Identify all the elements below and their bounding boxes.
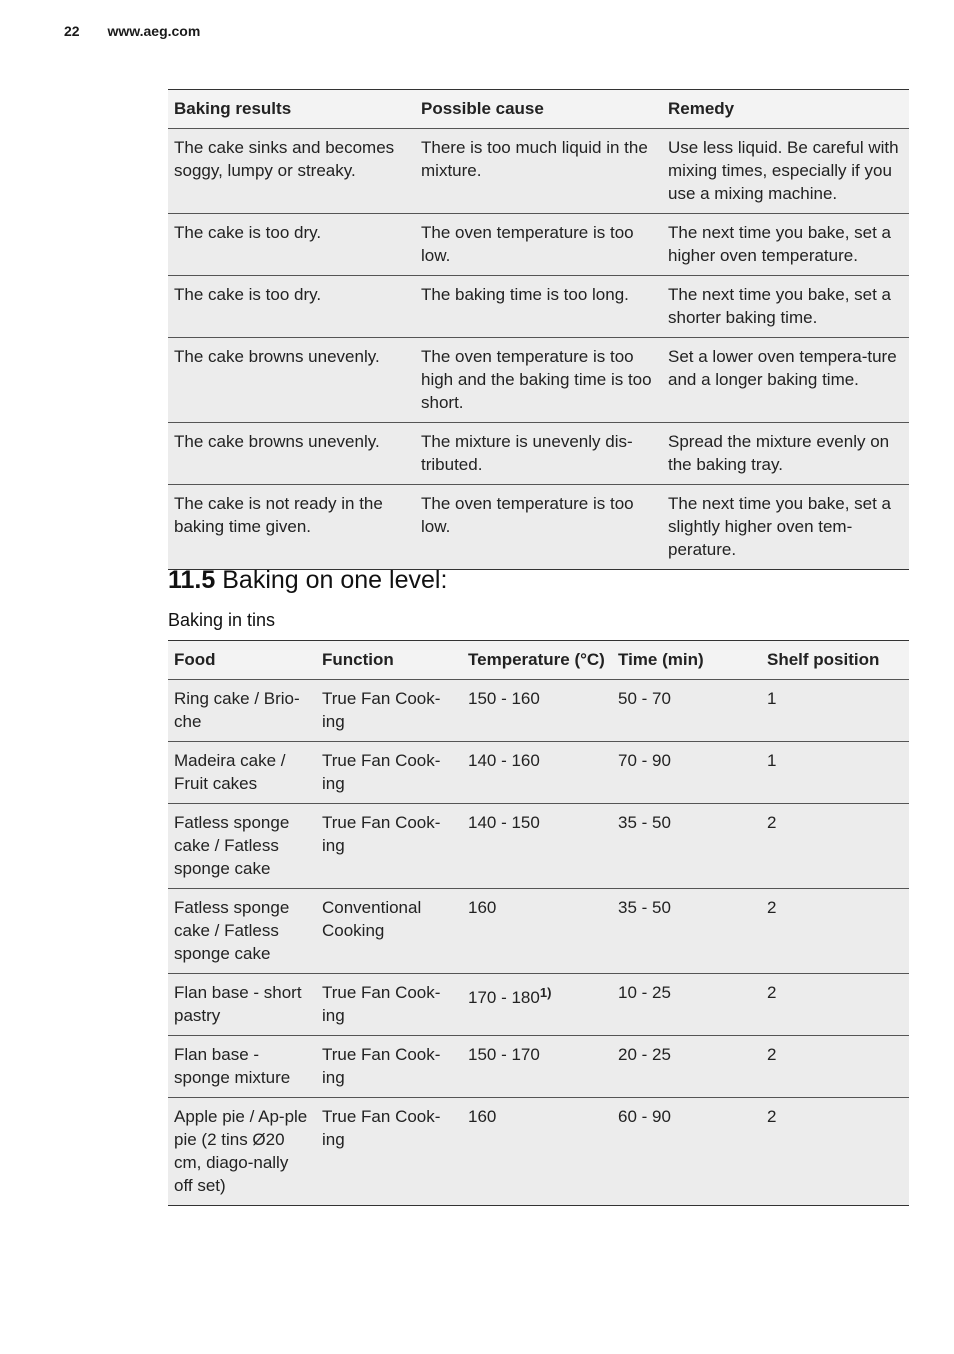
- table-row: [168, 742, 909, 804]
- section-subtitle: Baking in tins: [168, 610, 276, 630]
- table-cell: The next time you bake, set a higher oven temperature.: [668, 223, 892, 265]
- table-row: [168, 889, 909, 974]
- table-cell: The cake is not ready in the baking time given.: [174, 494, 383, 536]
- table-cell: The oven temperature is too low.: [421, 494, 634, 536]
- table-cell: 1: [767, 689, 777, 708]
- troubleshooting-table: [168, 89, 909, 570]
- table-cell: The cake browns unevenly.: [174, 432, 380, 451]
- table-row: [168, 129, 909, 214]
- table-cell: 70 - 90: [618, 751, 671, 770]
- table-cell: 150 - 160: [468, 689, 540, 708]
- table-cell-with-footnote: [462, 974, 612, 1036]
- section-heading: Baking on one level:: [222, 566, 448, 594]
- column-header: Function: [322, 650, 394, 669]
- table-header-row: [168, 641, 909, 680]
- column-header: Food: [174, 650, 216, 669]
- footnote-marker: 1): [539, 985, 552, 1000]
- table-cell: 2: [767, 1045, 777, 1064]
- table-row: [168, 485, 909, 570]
- table-cell: Set a lower oven tempera-ture and a longer baking time.: [668, 347, 897, 389]
- table-cell: The cake sinks and becomes soggy, lumpy or streaky.: [174, 138, 395, 180]
- table-cell: 140 - 150: [468, 813, 540, 832]
- table-cell: 2: [767, 983, 777, 1002]
- table-cell: Fatless sponge cake / Fatless sponge cake: [174, 813, 290, 878]
- table-cell: 2: [767, 1107, 777, 1126]
- table-cell: There is too much liquid in the mixture.: [421, 138, 648, 180]
- table-row: [168, 1036, 909, 1098]
- section-title: [168, 566, 447, 595]
- table-row: [168, 974, 909, 1036]
- table-cell: Fatless sponge cake / Fatless sponge cake: [174, 898, 290, 963]
- table-cell: The oven temperature is too low.: [421, 223, 634, 265]
- baking-in-tins-table: [168, 640, 909, 1206]
- table-cell: Conventional Cooking: [322, 898, 422, 940]
- column-header: Possible cause: [421, 99, 544, 118]
- column-header: Remedy: [668, 99, 735, 118]
- column-header: Baking results: [174, 99, 292, 118]
- table-cell: 2: [767, 898, 777, 917]
- temperature-value: 170 - 180: [468, 988, 540, 1007]
- table-cell: 150 - 170: [468, 1045, 540, 1064]
- table-cell: Ring cake / Brio-che: [174, 689, 300, 731]
- table-cell: Apple pie / Ap-ple pie (2 tins Ø20 cm, diago-nally off set): [174, 1107, 308, 1195]
- table-header-row: [168, 90, 909, 129]
- table-cell: The oven temperature is too high and the baking time is too short.: [421, 347, 652, 412]
- column-header: Temperature (°C): [468, 650, 605, 669]
- table-row: [168, 1098, 909, 1206]
- table-cell: Madeira cake / Fruit cakes: [174, 751, 286, 793]
- table-row: [168, 338, 909, 423]
- table-cell: 35 - 50: [618, 898, 671, 917]
- table-cell: 2: [767, 813, 777, 832]
- table-cell: The cake is too dry.: [174, 223, 322, 242]
- table-row: [168, 276, 909, 338]
- table-cell: 160: [468, 898, 497, 917]
- table-cell: The next time you bake, set a shorter baking time.: [668, 285, 892, 327]
- table-cell: Use less liquid. Be careful with mixing times, especially if you use a mixing machine.: [668, 138, 899, 203]
- table-cell: True Fan Cook-ing: [322, 983, 441, 1025]
- table-cell: 50 - 70: [618, 689, 671, 708]
- table-cell: The cake is too dry.: [174, 285, 322, 304]
- table-cell: The mixture is unevenly dis-tributed.: [421, 432, 633, 474]
- table-cell: 140 - 160: [468, 751, 540, 770]
- table-cell: 20 - 25: [618, 1045, 671, 1064]
- site-url: www.aeg.com: [107, 23, 201, 39]
- table-row: [168, 423, 909, 485]
- table-cell: The next time you bake, set a slightly higher oven tem-perature.: [668, 494, 892, 559]
- table-cell: The cake browns unevenly.: [174, 347, 380, 366]
- table-cell: True Fan Cook-ing: [322, 813, 441, 855]
- table-cell: Spread the mixture evenly on the baking tray.: [668, 432, 890, 474]
- page-number: 22: [64, 23, 80, 39]
- table-row: [168, 680, 909, 742]
- table-cell: True Fan Cook-ing: [322, 751, 441, 793]
- table-cell: True Fan Cook-ing: [322, 1045, 441, 1087]
- column-header: Shelf position: [767, 650, 880, 669]
- table-row: [168, 804, 909, 889]
- table-cell: The baking time is too long.: [421, 285, 629, 304]
- table-cell: True Fan Cook-ing: [322, 1107, 441, 1149]
- section-number: 11.5: [168, 566, 216, 594]
- table-cell: Flan base - short pastry: [174, 983, 302, 1025]
- table-cell: True Fan Cook-ing: [322, 689, 441, 731]
- table-cell: Flan base - sponge mixture: [174, 1045, 291, 1087]
- table-row: [168, 214, 909, 276]
- table-cell: 160: [468, 1107, 497, 1126]
- table-cell: 35 - 50: [618, 813, 671, 832]
- table-cell: 10 - 25: [618, 983, 671, 1002]
- column-header: Time (min): [618, 650, 704, 669]
- page-header: [64, 23, 200, 39]
- table-cell: 1: [767, 751, 777, 770]
- table-cell: 60 - 90: [618, 1107, 671, 1126]
